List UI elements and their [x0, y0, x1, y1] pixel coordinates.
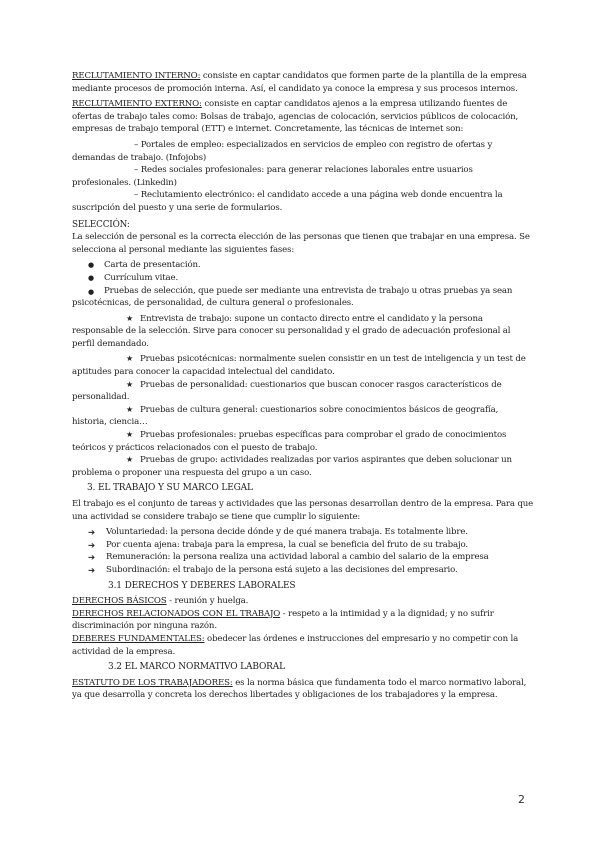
paragraph-reclutamiento-interno [72, 70, 534, 95]
section-3-intro: El trabajo es el conjunto de tareas y actividades que las personas desarrollan dentro de la empresa. Para que una actividad se considere trabajo se tiene que cumplir lo siguiente: [72, 499, 534, 522]
test-line [72, 314, 510, 349]
derechos-basicos [72, 595, 534, 608]
condition-item [72, 526, 534, 539]
section-3-heading: 3. EL TRABAJO Y SU MARCO LEGAL [87, 483, 253, 494]
phase-first-line [72, 286, 512, 309]
seleccion-phases-list [72, 259, 534, 309]
bullet-icon: ● [88, 261, 94, 270]
condition-item [72, 551, 534, 564]
test-item [72, 429, 534, 454]
test-item [72, 353, 534, 378]
test-text: Entrevista de trabajo: supone un contacto directo entre el candidato y la persona responsable de la selección. Sirve para conocer su personalidad y el grado de adecuación profesional al perfil demandado. [72, 313, 511, 349]
test-item [72, 404, 534, 429]
test-line [72, 430, 506, 453]
bullet-icon: ● [88, 287, 94, 296]
test-line [72, 455, 512, 478]
selection-tests-list [72, 313, 534, 480]
paragraph-reclutamiento-externo [72, 98, 534, 136]
star-icon: ★ [126, 354, 134, 364]
condition-text: Remuneración: la persona realiza una actividad laboral a cambio del salario de la empresa [106, 552, 489, 563]
test-text: Pruebas de grupo: actividades realizadas por varios aspirantes que deben solucionar un problema o proponer una respuesta del grupo a un caso. [72, 455, 512, 478]
estatuto-trabajadores [72, 677, 534, 702]
text-derechos-relacionados: - respeto a la intimidad y a la dignidad; y no sufrir discriminación por ninguna razón. [72, 608, 494, 632]
text-reclutamiento-interno: consiste en captar candidatos que formen parte de la plantilla de la empresa mediante procesos de promoción interna. Así, el candidato ya conoce la empresa y sus procesos internos. [72, 71, 527, 94]
page-number: 2 [518, 793, 525, 806]
arrow-right-icon: ➔ [88, 527, 95, 538]
work-conditions-list [72, 526, 534, 576]
text-deberes-fundamentales: obedecer las órdenes e instrucciones del empresario y no competir con la actividad de la empresa. [72, 633, 519, 657]
phase-item [72, 285, 534, 310]
page-content [72, 70, 534, 702]
phase-text: Pruebas de selección, que puede ser mediante una entrevista de trabajo u otras pruebas ya sean psicotécnicas, de personalidad, de cultura general o profesionales. [72, 285, 513, 309]
condition-text: Por cuenta ajena: trabaja para la empresa, la cual se beneficia del fruto de su trabajo. [106, 539, 468, 550]
test-text: Pruebas de cultura general: cuestionarios sobre conocimientos básicos de geografía, historia, ciencia… [72, 404, 499, 428]
star-icon: ★ [126, 430, 134, 440]
star-icon: ★ [126, 313, 134, 323]
text-reclutamiento-externo: consiste en captar candidatos ajenos a la empresa utilizando fuentes de ofertas de trabajo tales como: Bolsas de trabajo, agencias de colocación, servicios públicos de colocación, empresas de trabajo temporal (ETT) e internet. Concretamente, las técnicas de internet son: [72, 99, 519, 135]
condition-text: Subordinación: el trabajo de la persona está sujeto a las decisiones del empresario. [106, 564, 458, 575]
internet-item-redes [72, 164, 534, 189]
test-item [72, 454, 534, 479]
term-derechos-relacionados: DERECHOS RELACIONADOS CON EL TRABAJO [72, 608, 281, 619]
internet-item-text: – Reclutamiento electrónico: el candidato accede a una página web donde encuentra la suscripción del puesto y una serie de formularios. [72, 190, 503, 213]
test-item [72, 313, 534, 351]
seleccion-intro: La selección de personal es la correcta elección de las personas que tienen que trabajar en una empresa. Se selecciona al personal mediante las siguientes fases: [72, 232, 530, 255]
star-icon: ★ [126, 404, 134, 414]
test-item [72, 379, 534, 404]
phase-item [72, 272, 534, 285]
test-text: Pruebas de personalidad: cuestionarios que buscan conocer rasgos característicos de personalidad. [72, 379, 502, 403]
test-line [72, 380, 502, 403]
text-estatuto: es la norma básica que fundamenta todo el marco normativo laboral, ya que desarrolla y concreta los derechos libertades y obligaciones de los trabajadores y la empresa. [72, 677, 527, 701]
internet-item-electronico [72, 189, 534, 214]
arrow-right-icon: ➔ [88, 564, 95, 575]
deberes-fundamentales [72, 633, 534, 658]
condition-item [72, 539, 534, 552]
text-derechos-basicos: - reunión y huelga. [166, 596, 249, 607]
term-derechos-basicos: DERECHOS BÁSICOS [72, 596, 167, 607]
derechos-relacionados [72, 608, 534, 633]
section-3-2-heading: 3.2 EL MARCO NORMATIVO LABORAL [108, 662, 285, 673]
arrow-right-icon: ➔ [88, 539, 95, 550]
term-reclutamiento-externo: RECLUTAMIENTO EXTERNO: [72, 99, 202, 110]
phase-text: Carta de presentación. [104, 260, 201, 271]
seleccion-heading: SELECCIÓN: [72, 219, 130, 230]
internet-techniques-list [72, 139, 534, 215]
test-line [72, 354, 526, 377]
star-icon: ★ [126, 455, 134, 465]
condition-item [72, 564, 534, 577]
term-reclutamiento-interno: RECLUTAMIENTO INTERNO: [72, 71, 201, 81]
arrow-right-icon: ➔ [88, 552, 95, 563]
phase-text: Currículum vitae. [104, 272, 179, 283]
star-icon: ★ [126, 379, 134, 389]
test-text: Pruebas profesionales: pruebas específicas para comprobar el grado de conocimientos teóricos y prácticos relacionados con el puesto de trabajo. [72, 430, 507, 453]
phase-item [72, 259, 534, 272]
section-3-1-heading: 3.1 DERECHOS Y DEBERES LABORALES [108, 580, 296, 591]
internet-item-text: – Portales de empleo: especializados en servicios de empleo con registro de ofertas y demandas de trabajo. (Infojobs) [72, 139, 493, 163]
internet-item-text: – Redes sociales profesionales: para generar relaciones laborales entre usuarios profesionales. (Linkedin) [72, 165, 473, 188]
test-text: Pruebas psicotécnicas: normalmente suelen consistir en un test de inteligencia y un test de aptitudes para conocer la capacidad intelectual del candidato. [72, 354, 526, 378]
bullet-icon: ● [88, 273, 94, 282]
test-line [72, 405, 498, 428]
term-deberes-fundamentales: DEBERES FUNDAMENTALES: [72, 633, 205, 644]
condition-text: Voluntariedad: la persona decide dónde y de qué manera trabaja. Es totalmente libre. [106, 527, 468, 538]
term-estatuto: ESTATUTO DE LOS TRABAJADORES: [72, 677, 233, 688]
internet-item-portales [72, 139, 534, 164]
